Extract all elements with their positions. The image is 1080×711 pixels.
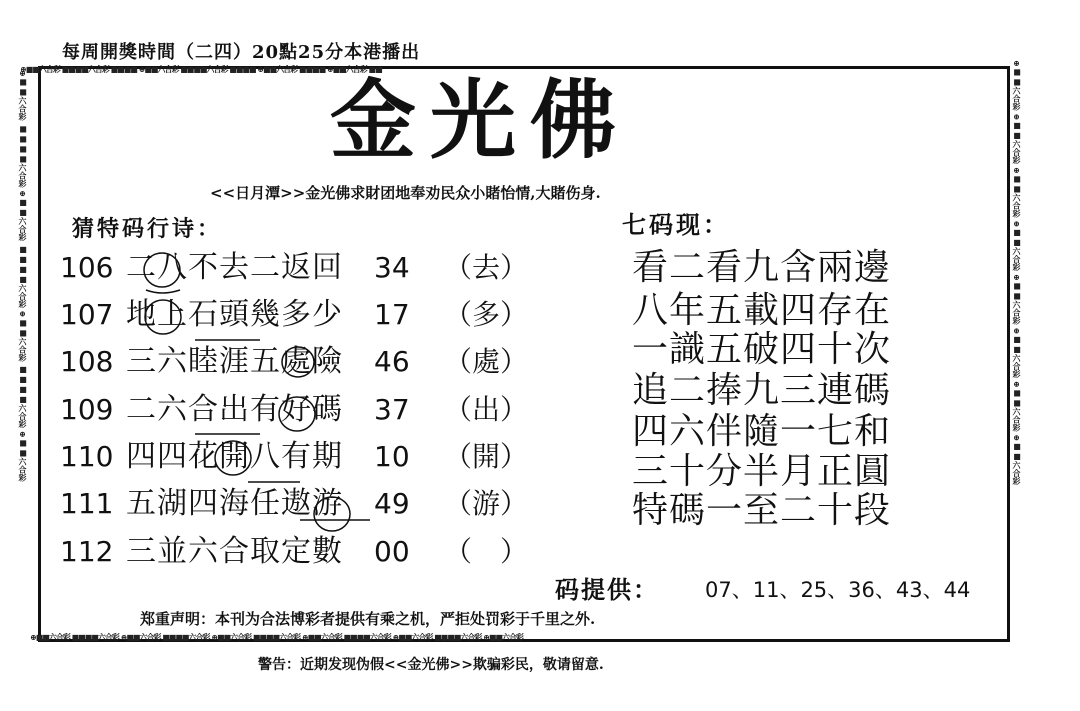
codes-label: 码提供：	[555, 575, 659, 604]
seven-code-line: 追二捧九三連碼	[632, 370, 892, 411]
watermark-strip-bottom: ⊕■■六合彩 ■■■■六合彩 ⊕■■六合彩 ■■■■六合彩 ⊕■■六合彩 ■■■■六合彩 ⊕■■六合彩 ■■■■六合彩 ⊕■■六合彩 ■■■■六合彩 ⊕■■六合彩	[30, 632, 523, 642]
codes-list: 07、11、25、36、43、44	[705, 578, 971, 602]
slogan: <<日月潭>>金光佛求財团地奉劝民众小賭怡情,大賭伤身.	[210, 184, 601, 202]
seven-code-line: 看二看九含兩邊	[632, 247, 892, 288]
poem-code: 34	[374, 251, 410, 284]
poem-verse: 二八不去二返回	[126, 250, 343, 285]
poem-number: 109	[60, 393, 114, 426]
watermark-strip-right: ⊕■■六合彩 ⊕■■六合彩 ⊕■■六合彩 ⊕■■六合彩 ⊕■■六合彩 ⊕■■六合彩 ⊕■■六合彩 ⊕■■六合彩	[1012, 60, 1022, 486]
poem-answer: （游）	[444, 487, 529, 520]
poem-answer: （多）	[444, 298, 529, 331]
poem-verse: 地上石頭幾多少	[126, 297, 343, 332]
poem-code: 10	[374, 440, 410, 473]
poem-code: 00	[374, 535, 410, 568]
circle-mark	[145, 300, 181, 334]
poem-code: 49	[374, 487, 410, 520]
seven-code-line: 特碼一至二十段	[632, 490, 892, 531]
poem-number: 112	[60, 535, 114, 568]
poem-number: 111	[60, 487, 114, 520]
poem-verse: 四四花開八有期	[126, 439, 343, 474]
underline-mark	[146, 290, 180, 293]
warning-notice: 警告：近期发现伪假<<金光佛>>欺骗彩民，敬请留意.	[258, 657, 604, 673]
poem-number: 110	[60, 440, 114, 473]
poem-number: 106	[60, 251, 114, 284]
poem-title: 猜特码行诗：	[72, 216, 223, 242]
seven-code-line: 四六伴隨一七和	[632, 411, 892, 452]
poem-answer: （開）	[444, 440, 529, 473]
seven-code-line: 三十分半月正圓	[632, 451, 892, 492]
seven-code-line: 一識五破四十次	[632, 329, 892, 370]
disclaimer: 郑重声明：本刊为合法博彩者提供有乘之机，严拒处罚彩于千里之外.	[140, 610, 596, 628]
circle-mark	[215, 441, 251, 475]
poem-code: 17	[374, 298, 410, 331]
poem-verse: 五湖四海任遨游	[126, 486, 343, 521]
poem-answer: （處）	[444, 345, 529, 378]
circle-mark	[314, 497, 350, 531]
banner-title: 金光佛	[330, 70, 630, 171]
seven-codes-title: 七码现：	[622, 210, 730, 239]
poem-verse: 三並六合取定數	[126, 534, 343, 569]
poem-answer: （去）	[444, 251, 529, 284]
poem-code: 46	[374, 345, 410, 378]
draw-schedule: 每周開獎時間（二四）20點25分本港播出	[62, 42, 421, 63]
circle-mark	[279, 397, 315, 431]
circle-mark	[144, 253, 180, 287]
poem-answer: （ ）	[444, 535, 529, 568]
poem-verse: 三六睦涯五處險	[126, 344, 343, 379]
watermark-strip-left: ⊕■■六合彩 ■■■■六合彩 ⊕■■六合彩 ■■■■六合彩 ⊕■■六合彩 ■■■■六合彩 ⊕■■六合彩	[18, 70, 28, 482]
poem-answer: （出）	[444, 393, 529, 426]
watermark-strip-top: ⊕■■六合彩 ■■■■六合彩 ■■■■ ⊕■■六合彩 ■■■■六合彩 ■■■■ ⊕■■六合彩 ■■■■ ⊕■■六合彩 ■■	[20, 64, 382, 74]
poem-number: 107	[60, 298, 114, 331]
poem-number: 108	[60, 345, 114, 378]
circle-mark	[282, 347, 314, 377]
poem-code: 37	[374, 393, 410, 426]
poem-verse: 二六合出有好碼	[126, 392, 343, 427]
seven-code-line: 八年五載四存在	[632, 290, 892, 331]
